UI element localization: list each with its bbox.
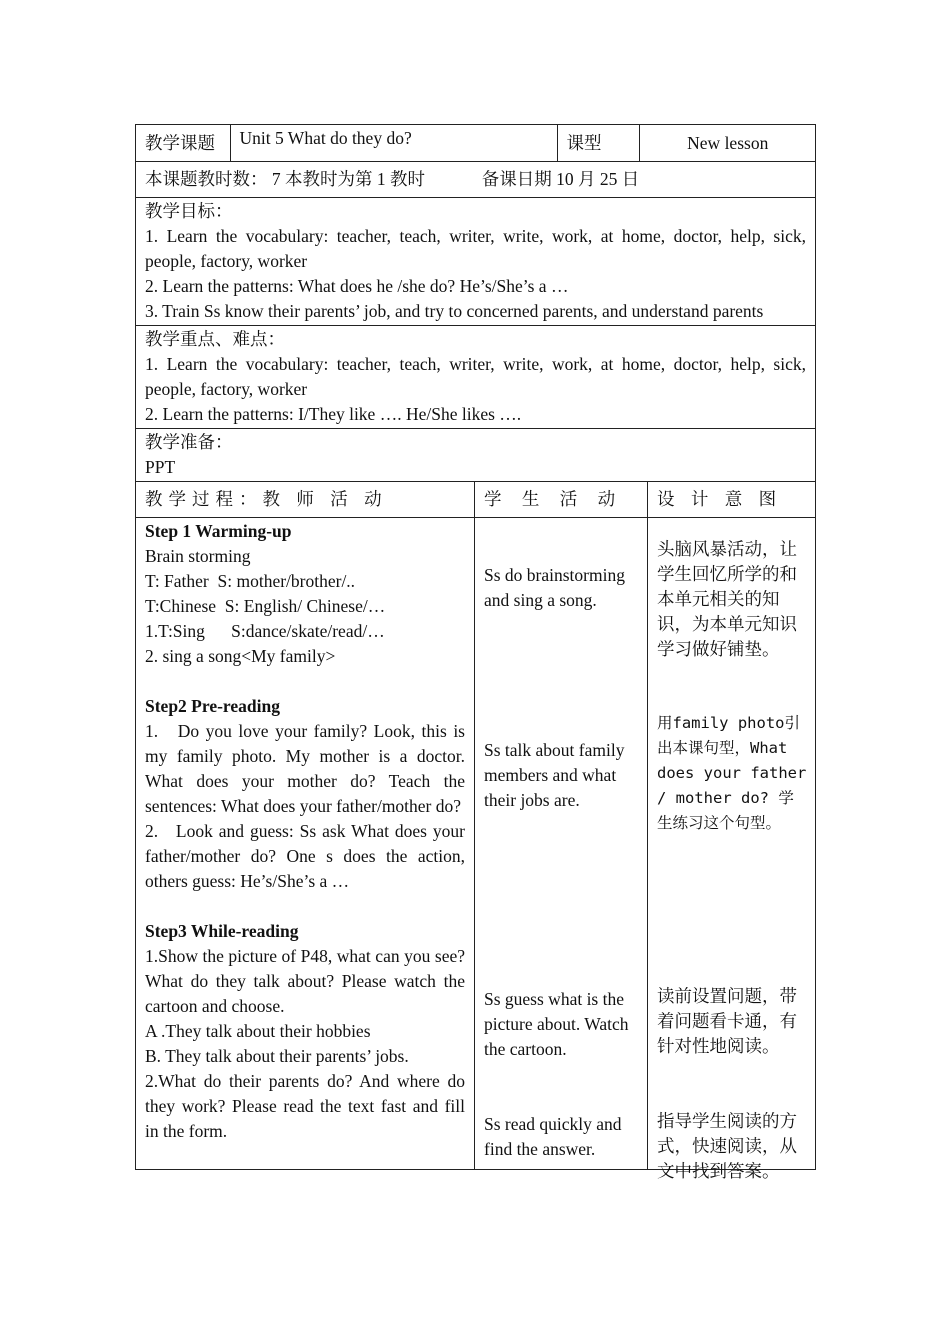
step3-line: 1.Show the picture of P48, what can you see? What do they talk about? Please watch the cartoon and choose. xyxy=(145,946,465,1016)
step2-student-activity: Ss talk about family members and what their jobs are. xyxy=(484,740,625,810)
step1-line: T:Chinese S: English/ Chinese/… xyxy=(145,596,386,616)
prep-date-text: 备课日期 10 月 25 日 xyxy=(481,169,640,189)
process-header-row xyxy=(136,482,816,518)
step1-student-activity: Ss do brainstorming and sing a song. xyxy=(484,565,625,610)
step1-line: Brain storming xyxy=(145,546,251,566)
student-activity-header: 学 生 活 动 xyxy=(475,482,648,518)
objective-item: 3. Train Ss know their parents’ job, and try to concerned parents, and understand parents xyxy=(145,301,764,321)
preparation-row xyxy=(136,429,816,482)
step2-design-intent: 用family photo引出本课句型，What does your father / mother do? 学生练习这个句型。 xyxy=(657,714,807,832)
lesson-plan-document xyxy=(135,124,815,1181)
step3-design-intent-a: 读前设置问题，带着问题看卡通，有针对性地阅读。 xyxy=(657,986,797,1056)
teacher-activity-cell xyxy=(136,518,475,1170)
key-point-item: 1. Learn the vocabulary: teacher, teach, writer, write, work, at home, doctor, help, sick, people, factory, worker xyxy=(145,354,806,399)
step2-title: Step2 Pre-reading xyxy=(145,696,280,716)
lesson-type-label: 课型 xyxy=(557,125,639,161)
step3-design-intent-b: 指导学生阅读的方式，快速阅读，从文中找到答案。 xyxy=(657,1111,797,1181)
process-body-row xyxy=(136,518,816,1170)
objectives-label: 教学目标： xyxy=(145,201,233,221)
step1-line: T: Father S: mother/brother/.. xyxy=(145,571,356,591)
lesson-type-value: New lesson xyxy=(687,132,769,153)
step3-student-activity-a: Ss guess what is the picture about. Watch the cartoon. xyxy=(484,989,629,1059)
step1-line: 1.T:Sing S:dance/skate/read/… xyxy=(145,621,385,641)
lesson-plan-table xyxy=(135,124,816,1181)
topic-value: Unit 5 What do they do? xyxy=(230,125,557,161)
design-intent-header: 设 计 意 图 xyxy=(648,482,816,518)
step3-student-activity-b: Ss read quickly and find the answer. xyxy=(484,1114,622,1159)
teacher-activity-header: 教学过程：教 师 活 动 xyxy=(136,482,475,518)
lesson-count-text: 本课题教时数： 7 本教时为第 1 教时 xyxy=(145,169,425,189)
step2-line: 2. Look and guess: Ss ask What does your father/mother do? One s does the action, others guess: He’s/She’s a … xyxy=(145,821,470,891)
objective-item: 2. Learn the patterns: What does he /she do? He’s/She’s a … xyxy=(145,276,569,296)
step3-line: A .They talk about their hobbies xyxy=(145,1021,371,1041)
step1-title: Step 1 Warming-up xyxy=(145,521,292,541)
objectives-row xyxy=(136,198,816,326)
step2-line: 1. Do you love your family? Look, this is my family photo. My mother is a doctor. What does your mother do? Teach the sentences: What does your father/mother do? xyxy=(145,721,470,816)
step1-design-intent: 头脑风暴活动，让学生回忆所学的和本单元相关的知识，为本单元知识学习做好铺垫。 xyxy=(657,539,797,659)
objective-item: 1. Learn the vocabulary: teacher, teach, writer, write, work, at home, doctor, help, sick, people, factory, worker xyxy=(145,226,806,271)
preparation-value: PPT xyxy=(145,457,176,477)
topic-label: 教学课题 xyxy=(136,125,230,161)
schedule-row xyxy=(136,162,816,198)
step3-line: B. They talk about their parents’ jobs. xyxy=(145,1046,409,1066)
step1-line: 2. sing a song<My family> xyxy=(145,646,336,666)
step3-line: 2.What do their parents do? And where do they work? Please read the text fast and fill in the form. xyxy=(145,1071,465,1141)
key-points-row xyxy=(136,326,816,429)
topic-row xyxy=(136,125,816,162)
key-points-label: 教学重点、难点： xyxy=(145,329,285,349)
student-activity-cell xyxy=(475,518,648,1170)
key-point-item: 2. Learn the patterns: I/They like …. He/She likes …. xyxy=(145,404,522,424)
design-intent-cell xyxy=(648,518,816,1181)
step3-title: Step3 While-reading xyxy=(145,921,299,941)
preparation-label: 教学准备： xyxy=(145,432,233,452)
